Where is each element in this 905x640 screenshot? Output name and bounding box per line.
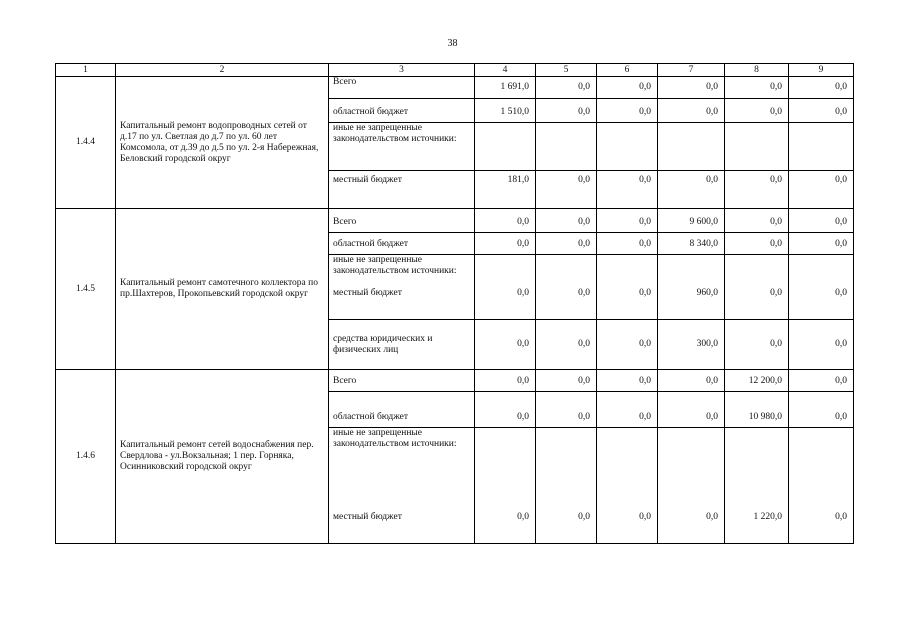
- value-cell: 0,0: [725, 209, 789, 233]
- value-cell: 0,0: [536, 392, 597, 428]
- source-label: иные не запрещенные законодательством источники:: [329, 123, 475, 171]
- value-cell: 1 691,0: [475, 77, 536, 99]
- table-row: [56, 370, 854, 392]
- value-cell: 12 200,0: [725, 370, 789, 392]
- value-cell: 0,0: [725, 171, 789, 209]
- value-cell: 0,0: [725, 288, 789, 320]
- source-label: областной бюджет: [329, 233, 475, 255]
- value-cell: [658, 123, 725, 171]
- value-cell: [536, 255, 597, 288]
- value-cell: 0,0: [475, 233, 536, 255]
- value-cell: 0,0: [597, 320, 658, 370]
- value-cell: 0,0: [475, 320, 536, 370]
- source-label: Всего: [329, 370, 475, 392]
- row-code: 1.4.6: [56, 370, 116, 544]
- source-label: средства юридических и физических лиц: [329, 320, 475, 370]
- row-code: 1.4.4: [56, 77, 116, 209]
- value-cell: [789, 123, 854, 171]
- object-name: Капитальный ремонт водопроводных сетей от д.17 по ул. Светлая до д.7 по ул. 60 лет Комсомола, от д.39 до д.5 по ул. 2-я Набережная, Беловский городской округ: [116, 77, 329, 209]
- source-label: областной бюджет: [329, 392, 475, 428]
- value-cell: 0,0: [597, 370, 658, 392]
- value-cell: 0,0: [536, 288, 597, 320]
- table-row: [56, 209, 854, 233]
- column-header: 8: [725, 64, 789, 77]
- value-cell: [658, 428, 725, 492]
- source-label: иные не запрещенные законодательством источники:: [329, 255, 475, 288]
- value-cell: 1 220,0: [725, 492, 789, 544]
- value-cell: 0,0: [475, 209, 536, 233]
- value-cell: 0,0: [597, 209, 658, 233]
- source-label: местный бюджет: [329, 171, 475, 209]
- value-cell: 0,0: [725, 99, 789, 123]
- value-cell: 0,0: [536, 233, 597, 255]
- value-cell: [789, 428, 854, 492]
- column-header: 7: [658, 64, 725, 77]
- source-label: местный бюджет: [329, 288, 475, 320]
- table-row: [56, 77, 854, 99]
- value-cell: [725, 428, 789, 492]
- column-header: 3: [329, 64, 475, 77]
- value-cell: 0,0: [658, 370, 725, 392]
- value-cell: 0,0: [597, 288, 658, 320]
- value-cell: 8 340,0: [658, 233, 725, 255]
- value-cell: 0,0: [789, 492, 854, 544]
- budget-table: [55, 63, 854, 544]
- value-cell: [475, 255, 536, 288]
- value-cell: 0,0: [536, 171, 597, 209]
- value-cell: 0,0: [658, 99, 725, 123]
- value-cell: 0,0: [475, 370, 536, 392]
- column-header: 6: [597, 64, 658, 77]
- value-cell: 1 510,0: [475, 99, 536, 123]
- value-cell: 0,0: [789, 171, 854, 209]
- value-cell: 0,0: [725, 320, 789, 370]
- value-cell: [536, 123, 597, 171]
- value-cell: 0,0: [789, 288, 854, 320]
- value-cell: 181,0: [475, 171, 536, 209]
- value-cell: [597, 123, 658, 171]
- value-cell: 9 600,0: [658, 209, 725, 233]
- object-name: Капитальный ремонт сетей водоснабжения пер. Свердлова - ул.Вокзальная; 1 пер. Горняка, Осинниковский городской округ: [116, 370, 329, 544]
- value-cell: 0,0: [789, 320, 854, 370]
- value-cell: 300,0: [658, 320, 725, 370]
- value-cell: 0,0: [597, 99, 658, 123]
- value-cell: [475, 428, 536, 492]
- value-cell: 0,0: [597, 492, 658, 544]
- value-cell: [725, 123, 789, 171]
- value-cell: 0,0: [475, 288, 536, 320]
- value-cell: 0,0: [536, 77, 597, 99]
- column-header: 9: [789, 64, 854, 77]
- value-cell: 0,0: [536, 370, 597, 392]
- value-cell: 10 980,0: [725, 392, 789, 428]
- value-cell: 0,0: [658, 77, 725, 99]
- value-cell: [536, 428, 597, 492]
- header-row: [56, 64, 854, 77]
- value-cell: 0,0: [725, 77, 789, 99]
- value-cell: 0,0: [658, 171, 725, 209]
- value-cell: [475, 123, 536, 171]
- value-cell: 0,0: [789, 233, 854, 255]
- value-cell: 0,0: [475, 492, 536, 544]
- column-header: 1: [56, 64, 116, 77]
- value-cell: 0,0: [597, 233, 658, 255]
- value-cell: 960,0: [658, 288, 725, 320]
- value-cell: 0,0: [789, 209, 854, 233]
- value-cell: 0,0: [658, 492, 725, 544]
- value-cell: 0,0: [725, 233, 789, 255]
- value-cell: 0,0: [597, 77, 658, 99]
- value-cell: 0,0: [536, 492, 597, 544]
- source-label: областной бюджет: [329, 99, 475, 123]
- column-header: 5: [536, 64, 597, 77]
- value-cell: 0,0: [536, 99, 597, 123]
- value-cell: [597, 255, 658, 288]
- value-cell: [789, 255, 854, 288]
- value-cell: 0,0: [789, 77, 854, 99]
- object-name: Капитальный ремонт самотечного коллектора по пр.Шахтеров, Прокопьевский городской округ: [116, 209, 329, 370]
- value-cell: [725, 255, 789, 288]
- source-label: местный бюджет: [329, 492, 475, 544]
- page-number: 38: [447, 38, 458, 49]
- value-cell: [658, 255, 725, 288]
- value-cell: 0,0: [475, 392, 536, 428]
- value-cell: 0,0: [789, 99, 854, 123]
- value-cell: 0,0: [789, 392, 854, 428]
- source-label: иные не запрещенные законодательством источники:: [329, 428, 475, 492]
- value-cell: 0,0: [597, 392, 658, 428]
- value-cell: 0,0: [536, 209, 597, 233]
- value-cell: [597, 428, 658, 492]
- column-header: 2: [116, 64, 329, 77]
- value-cell: 0,0: [658, 392, 725, 428]
- value-cell: 0,0: [536, 320, 597, 370]
- source-label: Всего: [329, 209, 475, 233]
- value-cell: 0,0: [789, 370, 854, 392]
- value-cell: 0,0: [597, 171, 658, 209]
- source-label: Всего: [329, 77, 475, 99]
- row-code: 1.4.5: [56, 209, 116, 370]
- column-header: 4: [475, 64, 536, 77]
